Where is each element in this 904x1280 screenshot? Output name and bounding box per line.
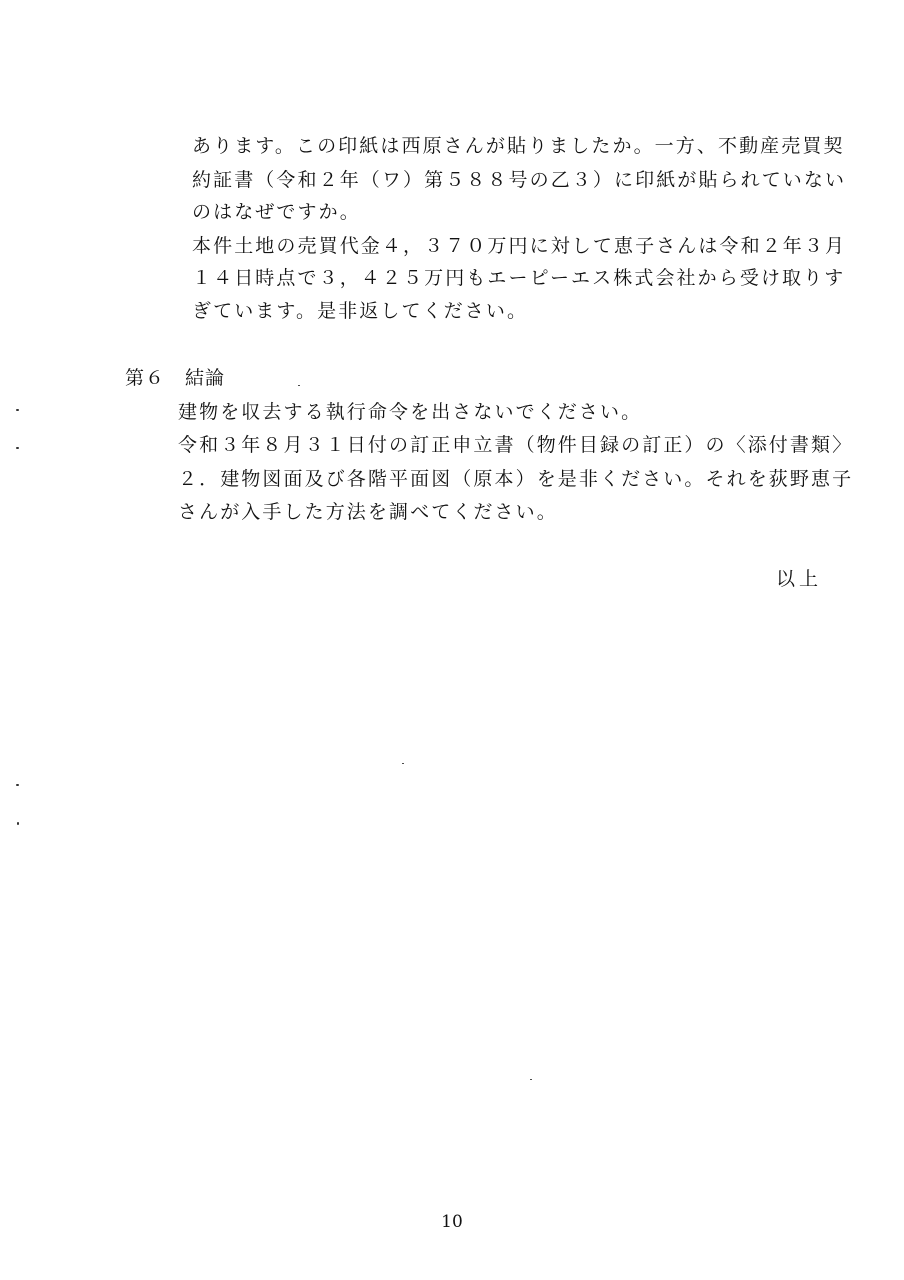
section-line-4: さんが入手した方法を調べてください。 <box>178 501 558 523</box>
body-line-1: あります。この印紙は西原さんが貼りましたか。一方、不動産売買契 <box>192 135 845 157</box>
page-number: 10 <box>441 1212 463 1232</box>
scan-speck <box>17 822 19 825</box>
section-number: 第６ <box>125 367 166 389</box>
section-heading <box>125 366 225 390</box>
scan-speck <box>402 763 404 764</box>
scan-speck <box>16 409 19 411</box>
section-line-3: ２．建物図面及び各階平面図（原本）を是非ください。それを荻野恵子 <box>178 468 854 490</box>
body-line-3: のはなぜですか。 <box>192 201 361 223</box>
section-line-2: 令和３年８月３１日付の訂正申立書（物件目録の訂正）の〈添付書類〉 <box>178 434 854 456</box>
scan-speck <box>530 1079 532 1080</box>
body-line-6: ぎています。是非返してください。 <box>192 300 529 322</box>
scan-speck <box>16 447 19 449</box>
body-line-5: １４日時点で３，４２５万円もエーピーエス株式会社から受け取りす <box>192 267 846 289</box>
section-title: 結論 <box>185 367 226 389</box>
closing-mark: 以上 <box>775 568 822 590</box>
body-line-4: 本件土地の売買代金４，３７０万円に対して恵子さんは令和２年３月 <box>192 235 847 257</box>
scan-speck <box>16 784 19 786</box>
section-line-1: 建物を収去する執行命令を出さないでください。 <box>178 401 643 423</box>
body-line-2: 約証書（令和２年（ワ）第５８８号の乙３）に印紙が貼られていない <box>192 169 847 191</box>
scan-speck <box>298 385 300 386</box>
